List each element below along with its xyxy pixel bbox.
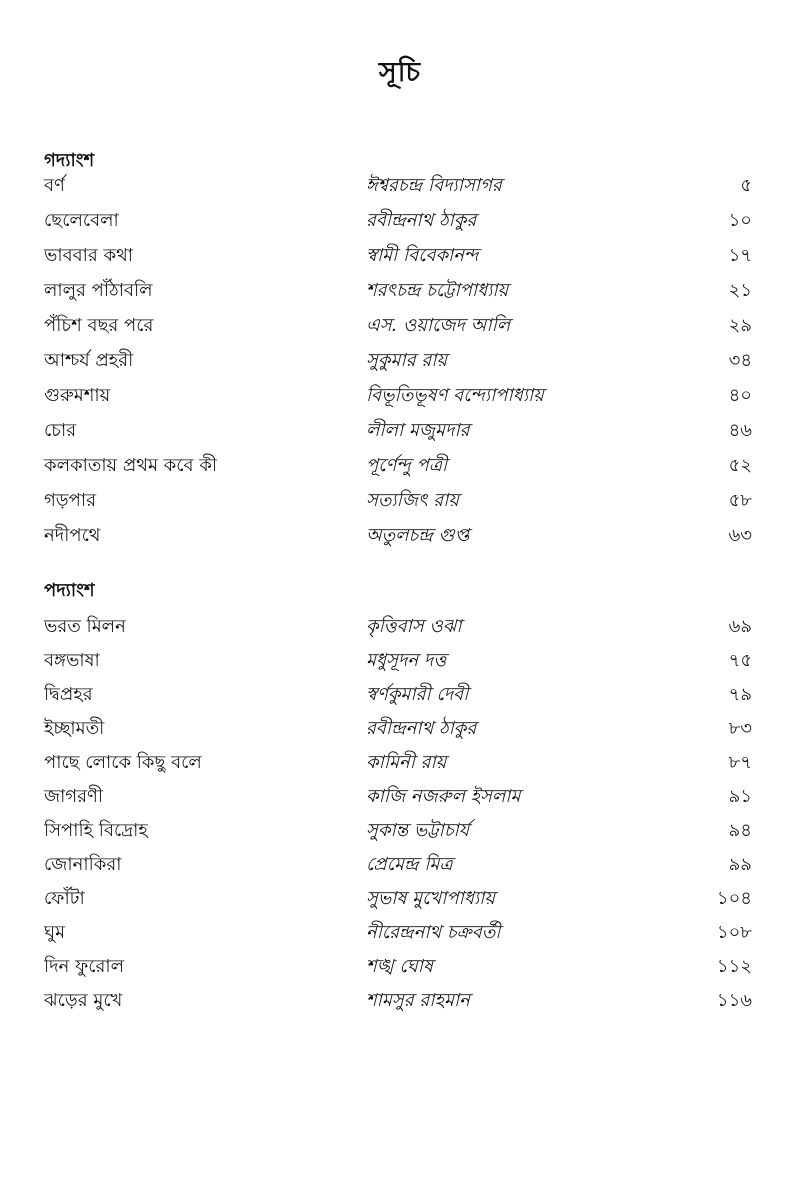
toc-title: চোর <box>44 420 77 441</box>
toc-row[interactable] <box>44 985 756 1017</box>
toc-author: স্বামী বিবেকানন্দ <box>366 245 479 266</box>
toc-row[interactable] <box>44 240 756 272</box>
toc-row[interactable] <box>44 917 756 949</box>
toc-page-number: ৮৭ <box>728 752 752 773</box>
toc-row[interactable] <box>44 170 756 202</box>
toc-author: সুকুমার রায় <box>366 350 448 371</box>
toc-author: শঙ্খ ঘোষ <box>366 956 433 977</box>
page-title: সূচি <box>378 57 422 88</box>
toc-author: সত্যজিৎ রায় <box>366 490 459 511</box>
toc-author: সুভাষ মুখোপাধ্যায় <box>366 888 496 909</box>
toc-title: ইচ্ছামতী <box>44 718 105 739</box>
toc-title: ঘুম <box>44 922 66 943</box>
toc-author: সুকান্ত ভট্টাচার্য <box>366 820 470 841</box>
toc-page-number: ১০ <box>728 210 752 231</box>
toc-author: এস. ওয়াজেদ আলি <box>366 315 511 336</box>
toc-title: গুরুমশায় <box>44 385 111 406</box>
toc-page-number: ৯৯ <box>728 854 752 875</box>
toc-title: ছেলেবেলা <box>44 210 119 231</box>
toc-page-number: ৫ <box>740 175 752 196</box>
toc-page-number: ৩৪ <box>728 350 752 371</box>
toc-title: দ্বিপ্রহর <box>44 684 93 705</box>
toc-page-number: ৭৯ <box>728 684 752 705</box>
toc-author: রবীন্দ্রনাথ ঠাকুর <box>366 210 477 231</box>
toc-row[interactable] <box>44 415 756 447</box>
toc-title: পঁচিশ বছর পরে <box>44 315 154 336</box>
toc-page-number: ৭৫ <box>728 650 752 671</box>
toc-author: কাজি নজরুল ইসলাম <box>366 786 521 807</box>
toc-title: গড়পার <box>44 490 96 511</box>
toc-author: বিভূতিভূষণ বন্দ্যোপাধ্যায় <box>366 385 544 406</box>
toc-page-number: ১১২ <box>716 956 752 977</box>
toc-title: কলকাতায় প্রথম কবে কী <box>44 455 217 476</box>
toc-page-number: ৬৩ <box>728 525 752 546</box>
toc-row[interactable] <box>44 849 756 881</box>
toc-row[interactable] <box>44 205 756 237</box>
toc-row[interactable] <box>44 645 756 677</box>
toc-title: পাছে লোকে কিছু বলে <box>44 752 202 773</box>
toc-title: সিপাহি বিদ্রোহ <box>44 820 148 841</box>
toc-title: আশ্চর্য প্রহরী <box>44 350 134 371</box>
toc-page-number: ১০৪ <box>716 888 752 909</box>
toc-title: লালুর পাঁঠাবলি <box>44 280 153 301</box>
toc-title: ফোঁটা <box>44 888 85 909</box>
toc-page-number: ৮৩ <box>728 718 752 739</box>
toc-row[interactable] <box>44 747 756 779</box>
toc-author: নীরেন্দ্রনাথ চক্রবর্তী <box>366 922 501 943</box>
toc-row[interactable] <box>44 611 756 643</box>
toc-author: মধুসূদন দত্ত <box>366 650 447 671</box>
toc-page-number: ৪৬ <box>728 420 752 441</box>
toc-title: বঙ্গভাষা <box>44 650 100 671</box>
toc-author: লীলা মজুমদার <box>366 420 470 441</box>
toc-page-number: ৫২ <box>728 455 752 476</box>
toc-row[interactable] <box>44 679 756 711</box>
toc-page-number: ৬৯ <box>728 616 752 637</box>
toc-title: ভরত মিলন <box>44 616 126 637</box>
section-heading-prose: গদ্যাংশ <box>44 150 95 171</box>
toc-author: পূর্ণেন্দু পত্রী <box>366 455 448 476</box>
toc-row[interactable] <box>44 310 756 342</box>
toc-row[interactable] <box>44 883 756 915</box>
toc-row[interactable] <box>44 450 756 482</box>
toc-page-number: ৫৮ <box>728 490 752 511</box>
toc-page-number: ১০৮ <box>716 922 752 943</box>
toc-author: শরৎচন্দ্র চট্টোপাধ্যায় <box>366 280 509 301</box>
toc-title: জোনাকিরা <box>44 854 122 875</box>
toc-page-number: ২৯ <box>728 315 752 336</box>
toc-author: কৃত্তিবাস ওঝা <box>366 616 462 637</box>
toc-title: ভাববার কথা <box>44 245 133 266</box>
toc-author: শামসুর রাহমান <box>366 990 470 1011</box>
toc-page-number: ৯১ <box>728 786 752 807</box>
toc-row[interactable] <box>44 485 756 517</box>
toc-title: ঝড়ের মুখে <box>44 990 123 1011</box>
toc-row[interactable] <box>44 275 756 307</box>
toc-author: কামিনী রায় <box>366 752 447 773</box>
toc-row[interactable] <box>44 951 756 983</box>
toc-page-number: ২১ <box>728 280 752 301</box>
section-heading-poetry: পদ্যাংশ <box>44 580 95 601</box>
toc-page-number: ৯৪ <box>728 820 752 841</box>
toc-row[interactable] <box>44 781 756 813</box>
toc-title: নদীপথে <box>44 525 101 546</box>
toc-row[interactable] <box>44 520 756 552</box>
toc-page-number: ১৭ <box>728 245 752 266</box>
toc-title: জাগরণী <box>44 786 104 807</box>
toc-title: বর্ণ <box>44 175 65 196</box>
toc-row[interactable] <box>44 815 756 847</box>
toc-page-number: ১১৬ <box>716 990 752 1011</box>
toc-row[interactable] <box>44 380 756 412</box>
toc-author: রবীন্দ্রনাথ ঠাকুর <box>366 718 477 739</box>
toc-row[interactable] <box>44 713 756 745</box>
toc-author: অতুলচন্দ্র গুপ্ত <box>366 525 470 546</box>
toc-title: দিন ফুরোল <box>44 956 124 977</box>
toc-page-number: ৪০ <box>728 385 752 406</box>
toc-author: প্রেমেন্দ্র মিত্র <box>366 854 453 875</box>
toc-row[interactable] <box>44 345 756 377</box>
toc-author: ঈশ্বরচন্দ্র বিদ্যাসাগর <box>366 175 502 196</box>
toc-author: স্বর্ণকুমারী দেবী <box>366 684 469 705</box>
